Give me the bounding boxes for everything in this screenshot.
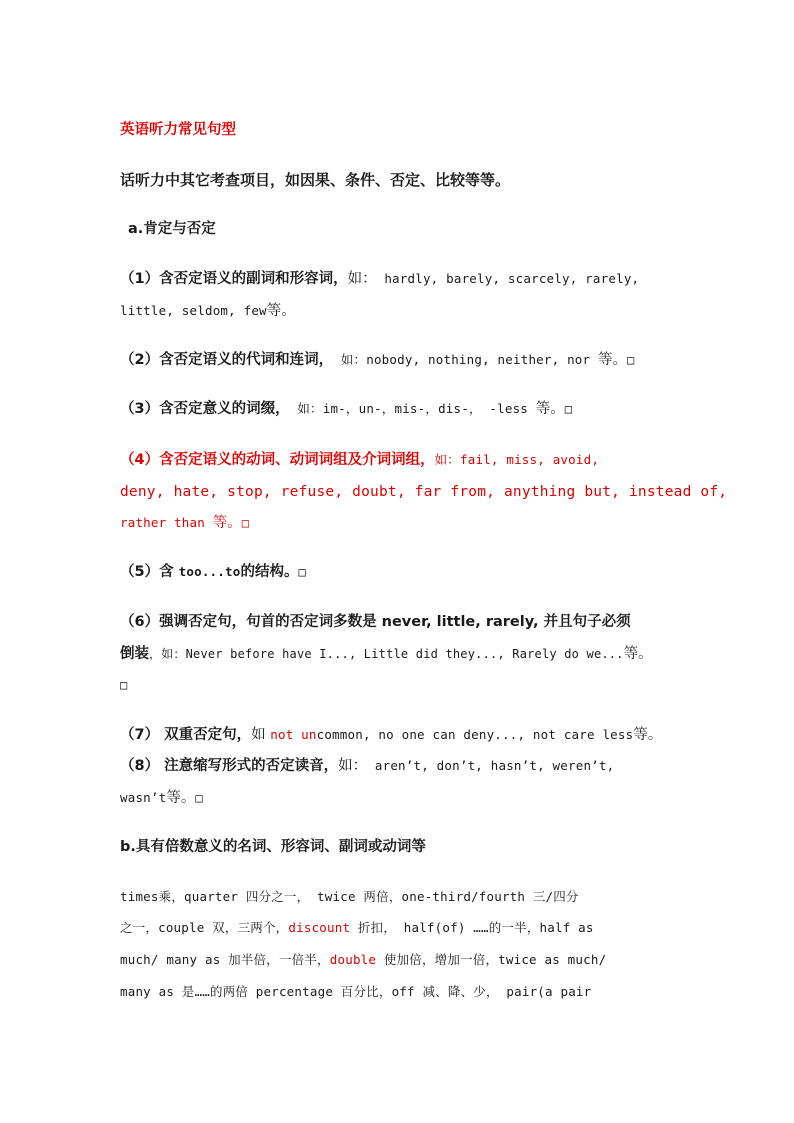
item-1-line-1 bbox=[120, 270, 639, 288]
missing-glyph-box: □ bbox=[241, 516, 249, 530]
item-6-line-1: （6）强调否定句，句首的否定词多数是 never, little, rarely, 并且句子必须 bbox=[120, 614, 631, 630]
item-6-line-3 bbox=[120, 676, 127, 694]
item-1-line-2 bbox=[120, 302, 296, 320]
missing-glyph-box: □ bbox=[627, 353, 635, 367]
item-2-lead: （2）含否定语义的代词和连词， bbox=[120, 352, 334, 368]
section-b-heading: b.具有倍数意义的名词、形容词、副词或动词等 bbox=[120, 839, 426, 855]
item-5-code: too...to bbox=[178, 564, 241, 579]
item-7-lead: （7） 双重否定句， bbox=[120, 727, 252, 743]
item-8-lead: （8） 注意缩写形式的否定读音， bbox=[120, 758, 339, 774]
item-6-line-2 bbox=[120, 645, 653, 663]
item-7-rest: common, no one can deny..., not care less bbox=[316, 727, 634, 742]
item-2 bbox=[120, 351, 634, 369]
section-b-text: times乘，quarter 四分之一， twice 两倍，one-third/fourth 三/四分 bbox=[120, 889, 579, 904]
section-b-red-double: double bbox=[329, 952, 377, 967]
item-4-line-2: deny, hate, stop, refuse, doubt, far from, anything but, instead of, bbox=[120, 484, 728, 500]
section-b-text: many as 是……的两倍 percentage 百分比，off 减、降、少， pair(a pair bbox=[120, 984, 592, 999]
item-7-end: 等。 bbox=[633, 727, 663, 743]
section-b-line-1 bbox=[120, 888, 579, 906]
item-2-end: 等。 bbox=[598, 352, 627, 368]
section-b-red-discount: discount bbox=[288, 920, 351, 935]
missing-glyph-box: □ bbox=[564, 402, 572, 416]
item-1-lead: （1）含否定语义的副词和形容词， bbox=[120, 271, 348, 287]
item-6-bold: 倒装 bbox=[120, 646, 149, 662]
item-7 bbox=[120, 726, 662, 744]
item-5-tail: 的结构。 bbox=[240, 564, 299, 580]
section-b-text: much/ many as 加半倍，一倍半， bbox=[120, 952, 330, 967]
item-7-red: not un bbox=[270, 727, 317, 742]
item-8-words-2: wasn’t bbox=[120, 790, 167, 805]
section-b-text: 之一，couple 双，三两个， bbox=[120, 920, 289, 935]
section-b-text: 使加倍，增加一倍，twice as much/ bbox=[376, 952, 607, 967]
section-a-heading: a.肯定与否定 bbox=[128, 221, 216, 237]
item-1-words-2: little, seldom, few bbox=[120, 303, 267, 318]
item-3 bbox=[120, 400, 572, 418]
item-4-line-3 bbox=[120, 514, 249, 532]
item-4-lead: （4）含否定语义的动词、动词词组及介词词组， bbox=[120, 452, 435, 468]
item-8-line-2 bbox=[120, 789, 203, 807]
item-5 bbox=[120, 563, 306, 581]
item-4-line-1 bbox=[120, 451, 599, 469]
item-2-rest: 如：nobody, nothing, neither, nor bbox=[333, 352, 598, 367]
item-3-lead: （3）含否定意义的词缀， bbox=[120, 401, 290, 417]
item-3-end: 等。 bbox=[535, 401, 565, 417]
missing-glyph-box: □ bbox=[120, 678, 128, 692]
item-8-ru: 如： bbox=[338, 758, 368, 774]
item-8-line-1 bbox=[120, 757, 614, 775]
missing-glyph-box: □ bbox=[298, 565, 306, 579]
item-6-rest: ，如：Never before have I..., Little did they..., Rarely do we... bbox=[149, 647, 624, 661]
section-b-line-2 bbox=[120, 919, 594, 937]
missing-glyph-box: □ bbox=[195, 791, 203, 805]
item-4-rest: 如：fail, miss, avoid, bbox=[434, 452, 600, 467]
item-4-end: 等。 bbox=[212, 515, 242, 531]
item-3-rest: 如：im-，un-，mis-，dis-， -less bbox=[289, 401, 536, 416]
item-1-end: 等。 bbox=[266, 303, 296, 319]
item-1-words: hardly, barely, scarcely, rarely, bbox=[376, 271, 640, 286]
item-5-lead: （5）含 bbox=[120, 564, 179, 580]
section-b-text: 折扣， half(of) ……的一半，half as bbox=[350, 920, 594, 935]
item-6-end: 等。 bbox=[623, 646, 653, 662]
item-1-ru: 如： bbox=[347, 271, 377, 287]
intro-paragraph: 话听力中其它考查项目，如因果、条件、否定、比较等等。 bbox=[120, 171, 511, 189]
item-7-ru: 如 bbox=[251, 727, 271, 743]
section-b-line-4 bbox=[120, 983, 591, 1001]
item-4-words-3: rather than bbox=[120, 515, 213, 530]
document-title: 英语听力常见句型 bbox=[120, 122, 236, 138]
section-b-line-3 bbox=[120, 951, 606, 969]
item-8-words: aren’t, don’t, hasn’t, weren’t, bbox=[367, 758, 615, 773]
item-8-end: 等。 bbox=[166, 790, 196, 806]
